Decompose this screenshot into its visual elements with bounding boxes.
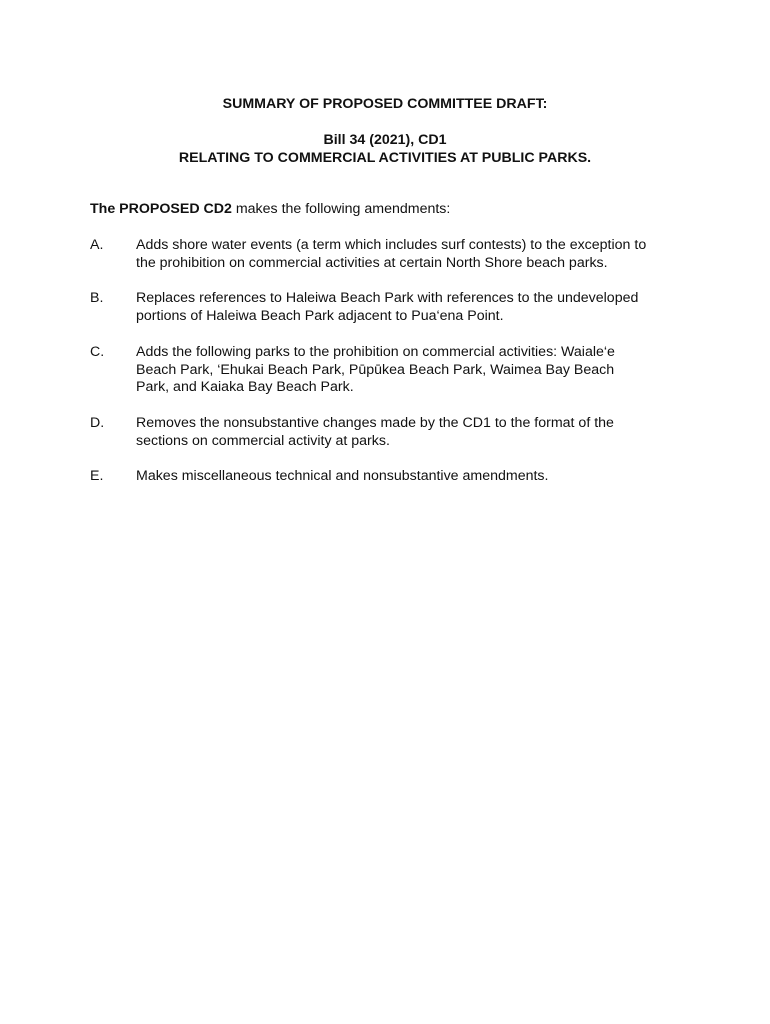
amendment-line: the prohibition on commercial activities at certain North Shore beach parks. [136, 254, 608, 271]
intro-text: makes the following amendments: [231, 201, 451, 217]
amendment-letter: C. [90, 344, 105, 360]
amendment-text [136, 290, 696, 325]
amendment-line: Park, and Kaiaka Bay Beach Park. [136, 379, 354, 395]
amendment-item-c [90, 344, 690, 397]
bill-subject: RELATING TO COMMERCIAL ACTIVITIES AT PUBLIC PARKS. [178, 150, 592, 166]
amendment-line: sections on commercial activity at parks. [136, 432, 390, 449]
intro-paragraph [90, 201, 450, 218]
bill-number: Bill 34 (2021), CD1 [323, 132, 447, 148]
amendment-line: Replaces references to Haleiwa Beach Park with references to the undeveloped [136, 290, 639, 306]
amendment-letter: B. [90, 290, 104, 306]
amendment-line: Beach Park, ‘Ehukai Beach Park, Pūpūkea Beach Park, Waimea Bay Beach [136, 361, 615, 378]
amendment-item-a [90, 237, 690, 272]
amendment-letter: D. [90, 415, 105, 431]
amendment-line: Adds shore water events (a term which includes surf contests) to the exception to [136, 237, 647, 253]
amendment-text [136, 344, 696, 397]
amendment-line: Makes miscellaneous technical and nonsubstantive amendments. [136, 468, 549, 484]
amendment-text [136, 415, 696, 450]
amendment-line: Adds the following parks to the prohibition on commercial activities: Waiale‘e [136, 344, 615, 360]
amendment-text [136, 468, 696, 486]
amendment-letter: A. [90, 237, 104, 253]
amendment-item-d [90, 415, 690, 450]
amendment-line: Removes the nonsubstantive changes made by the CD1 to the format of the [136, 415, 614, 431]
intro-bold-text: The PROPOSED CD2 [90, 201, 232, 217]
amendment-item-e [90, 468, 690, 486]
amendment-line: portions of Haleiwa Beach Park adjacent to Pua‘ena Point. [136, 307, 504, 324]
amendment-item-b [90, 290, 690, 325]
amendment-letter: E. [90, 468, 104, 484]
amendment-text [136, 237, 696, 272]
summary-heading: SUMMARY OF PROPOSED COMMITTEE DRAFT: [222, 96, 548, 112]
